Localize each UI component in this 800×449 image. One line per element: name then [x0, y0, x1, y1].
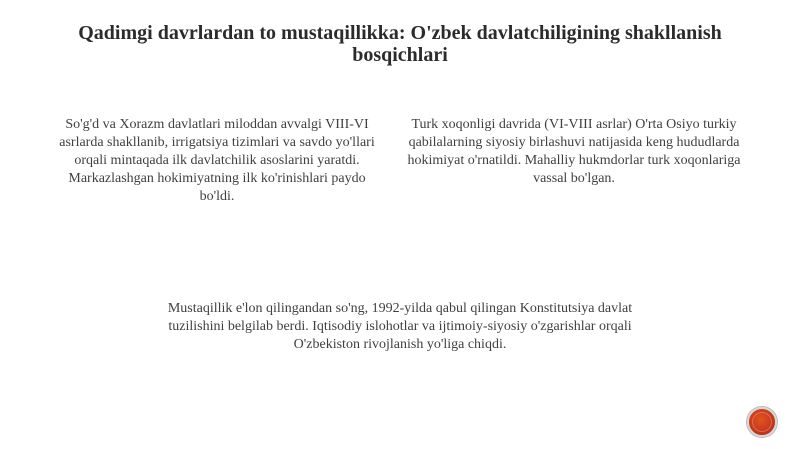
slide-title: Qadimgi davrlardan to mustaqillikka: O'zbek davlatchiligining shakllanish bosqichlari: [78, 22, 722, 66]
paragraph-left: So'g'd va Xorazm davlatlari miloddan avvalgi VIII-VI asrlarda shakllanib, irrigatsiya tizimlari va savdo yo'llari orqali mintaqada ilk davlatchilik asoslarini yaratdi. Markazlashgan hokimiyatning ilk ko'rinishlari paydo bo'ldi.: [59, 117, 375, 204]
paragraph-bottom: Mustaqillik e'lon qilingandan so'ng, 1992-yilda qabul qilingan Konstitutsiya davlat tuzilishini belgilab berdi. Iqtisodiy islohotlar va ijtimoiy-siyosiy o'zgarishlar orqali O'zbekiston rivojlanish yo'liga chiqdi.: [167, 301, 633, 352]
next-slide-button[interactable]: [747, 407, 777, 437]
circle-button-icon: [752, 412, 772, 432]
paragraph-right: Turk xoqonligi davrida (VI-VIII asrlar) O'rta Osiyo turkiy qabilalarning siyosiy birlashuvi natijasida keng hududlarda hokimiyat o'rnatildi. Mahalliy hukmdorlar turk xoqonlariga vassal bo'lgan.: [407, 117, 741, 186]
